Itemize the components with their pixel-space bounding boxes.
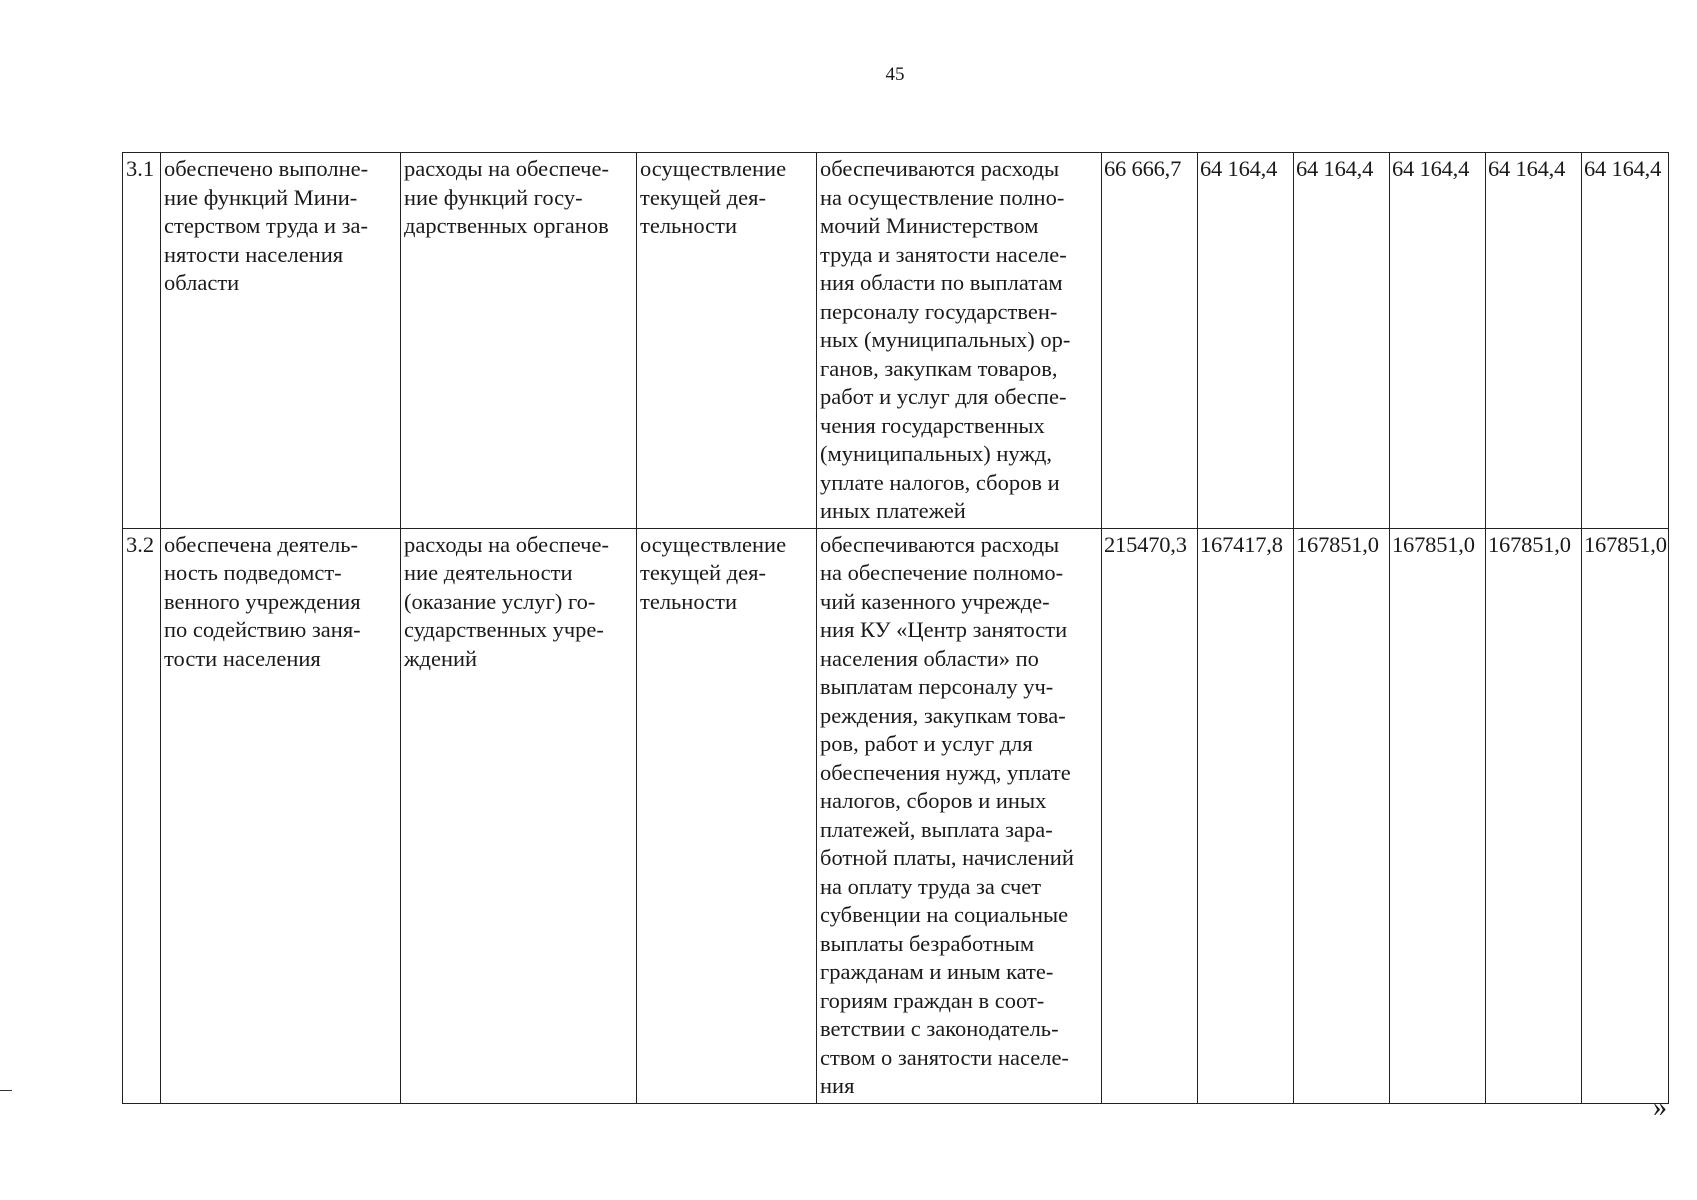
value-cell: 64 164,4: [1582, 153, 1669, 529]
page-number: 45: [885, 64, 905, 85]
table-row: [123, 528, 1669, 1103]
closing-quote: »: [1653, 1092, 1667, 1123]
row-number: 3.1: [123, 153, 161, 529]
value-cell: 64 164,4: [1486, 153, 1582, 529]
activity-cell: осуществление текущей дея- тельности: [637, 528, 817, 1103]
value-cell: 64 164,4: [1198, 153, 1294, 529]
result-cell: обеспечена деятель- ность подведомст- венного учреждения по содействию заня- тости населения: [161, 528, 401, 1103]
value-cell: 167851,0: [1390, 528, 1486, 1103]
value-cell: 167851,0: [1486, 528, 1582, 1103]
value-cell: 167851,0: [1582, 528, 1669, 1103]
value-cell: 167417,8: [1198, 528, 1294, 1103]
value-cell: 64 164,4: [1294, 153, 1390, 529]
description-cell: обеспечиваются расходы на обеспечение полномо- чий казенного учрежде- ния КУ «Центр занятости населения области» по выплатам персоналу уч- реждения, закупкам това- ров, работ и услуг для обеспечения нужд, уплате налогов, сборов и иных платежей, выплата зара- ботной платы, начислений на оплату труда за счет субвенции на социальные выплаты безработным гражданам и иным кате- гориям граждан в соот- ветствии с законодатель- ством о занятости населе- ния: [817, 528, 1102, 1103]
value-cell: 64 164,4: [1390, 153, 1486, 529]
result-cell: обеспечено выполне- ние функций Мини- стерством труда и за- нятости населения области: [161, 153, 401, 529]
table-row: [123, 153, 1669, 529]
value-cell: 167851,0: [1294, 528, 1390, 1103]
activity-cell: осуществление текущей дея- тельности: [637, 153, 817, 529]
budget-table: [122, 152, 1669, 1104]
description-cell: обеспечиваются расходы на осуществление полно- мочий Министерством труда и занятости населе- ния области по выплатам персоналу государствен- ных (муниципальных) ор- ганов, закупкам товаров, работ и услуг для обеспе- чения государственных (муниципальных) нужд, уплате налогов, сборов и иных платежей: [817, 153, 1102, 529]
expense-cell: расходы на обеспече- ние деятельности (оказание услуг) го- сударственных учре- ждений: [401, 528, 637, 1103]
margin-mark: [0, 1090, 12, 1091]
value-cell: 215470,3: [1102, 528, 1198, 1103]
row-number: 3.2: [123, 528, 161, 1103]
value-cell: 66 666,7: [1102, 153, 1198, 529]
expense-cell: расходы на обеспече- ние функций госу- дарственных органов: [401, 153, 637, 529]
